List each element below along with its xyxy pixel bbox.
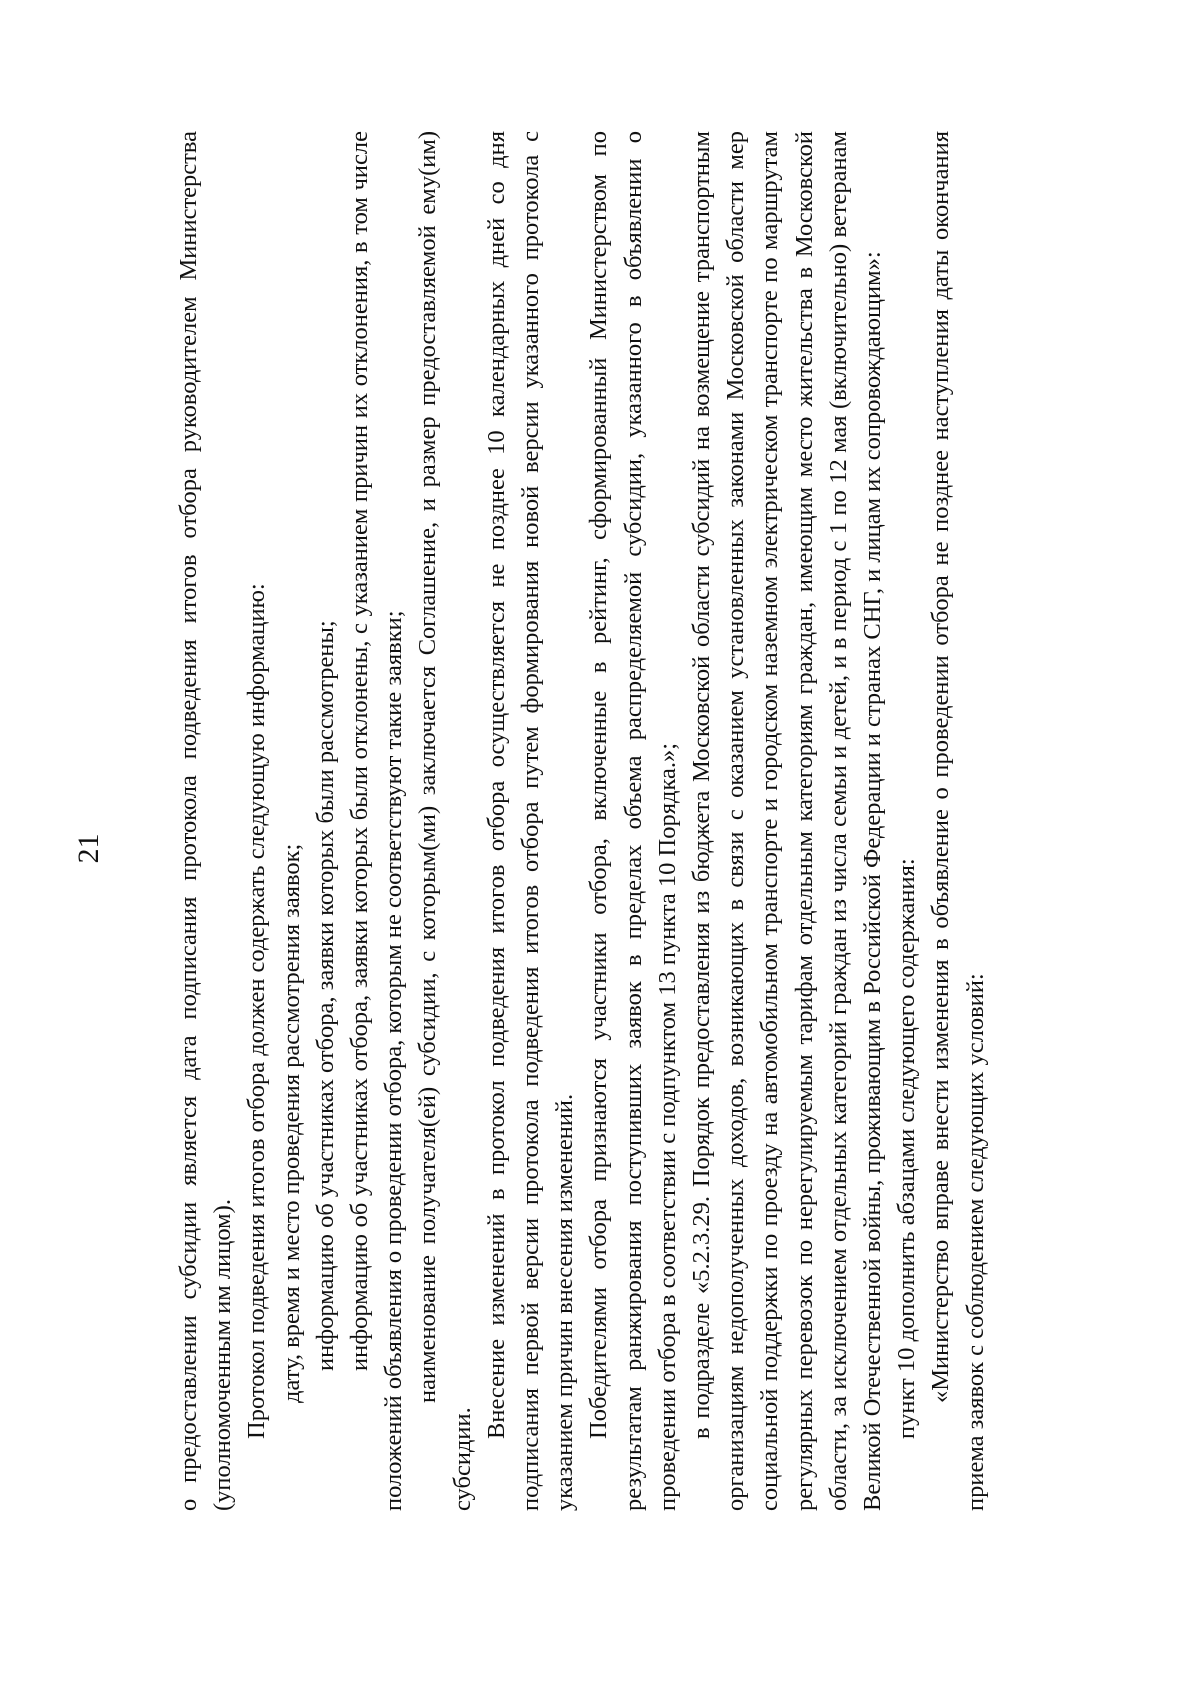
paragraph: о предоставлении субсидии является дата подписания протокола подведения итогов отбора руководителем Министерства (уполномоченным им лицом). [175,131,237,1511]
paragraph: Протокол подведения итогов отбора должен содержать следующую информацию: [243,583,271,1439]
paragraph: Победителями отбора признаются участники отбора, включенные в рейтинг, сформированный Министерством по результатам ранжирования поступивших заявок в пределах объема распределяемой субсидии, указанного в объявлении о проведении отбора в соответствии с подпунктом 13 пункта 10 Порядка.»; [585,131,681,1511]
paragraph: наименование получателя(ей) субсидии, с которым(ми) заключается Соглашение, и размер предоставляемой ему(им) субсидии. [414,131,476,1511]
paragraph: пункт 10 дополнить абзацами следующего содержания: [893,858,921,1439]
paragraph: в подразделе «5.2.3.29. Порядок предоставления из бюджета Московской области субсидий на возмещение транспортным организациям недополученных доходов, возникающих в связи с оказанием установленных законами Московской области мер социальной поддержки по проезду на автомобильном транспорте и городском наземном электрическом транспорте по маршрутам регулярных перевозок по нерегулируемым тарифам отдельным категориям граждан, имеющим место жительства в Московской области, за исключением отдельных категорий граждан из числа семьи и детей, и в период с 1 по 12 мая (включительно) ветеранам Великой Отечественной войны, проживающим в Российской Федерации и странах СНГ, и лицам их сопровождающим»: [688,131,887,1511]
paragraph: Внесение изменений в протокол подведения итогов отбора осуществляется не позднее 10 календарных дней со дня подписания первой версии протокола подведения итогов отбора путем формирования новой версии указанного протокола с указанием причин внесения изменений. [482,131,579,1511]
paragraph: дату, время и место проведения рассмотрения заявок; [277,843,305,1403]
page-number: 21 [72,833,105,864]
paragraph: информацию об участниках отбора, заявки которых были отклонены, с указанием причин их отклонения, в том числе положений объявления о проведении отбора, которым не соответствуют такие заявки; [346,131,408,1511]
paragraph: «Министерство вправе внести изменения в объявление о проведении отбора не позднее наступления даты окончания приема заявок с соблюдением следующих условий: [927,131,989,1511]
document-body [172,131,993,1511]
paragraph: информацию об участниках отбора, заявки которых были рассмотрены; [311,620,339,1371]
